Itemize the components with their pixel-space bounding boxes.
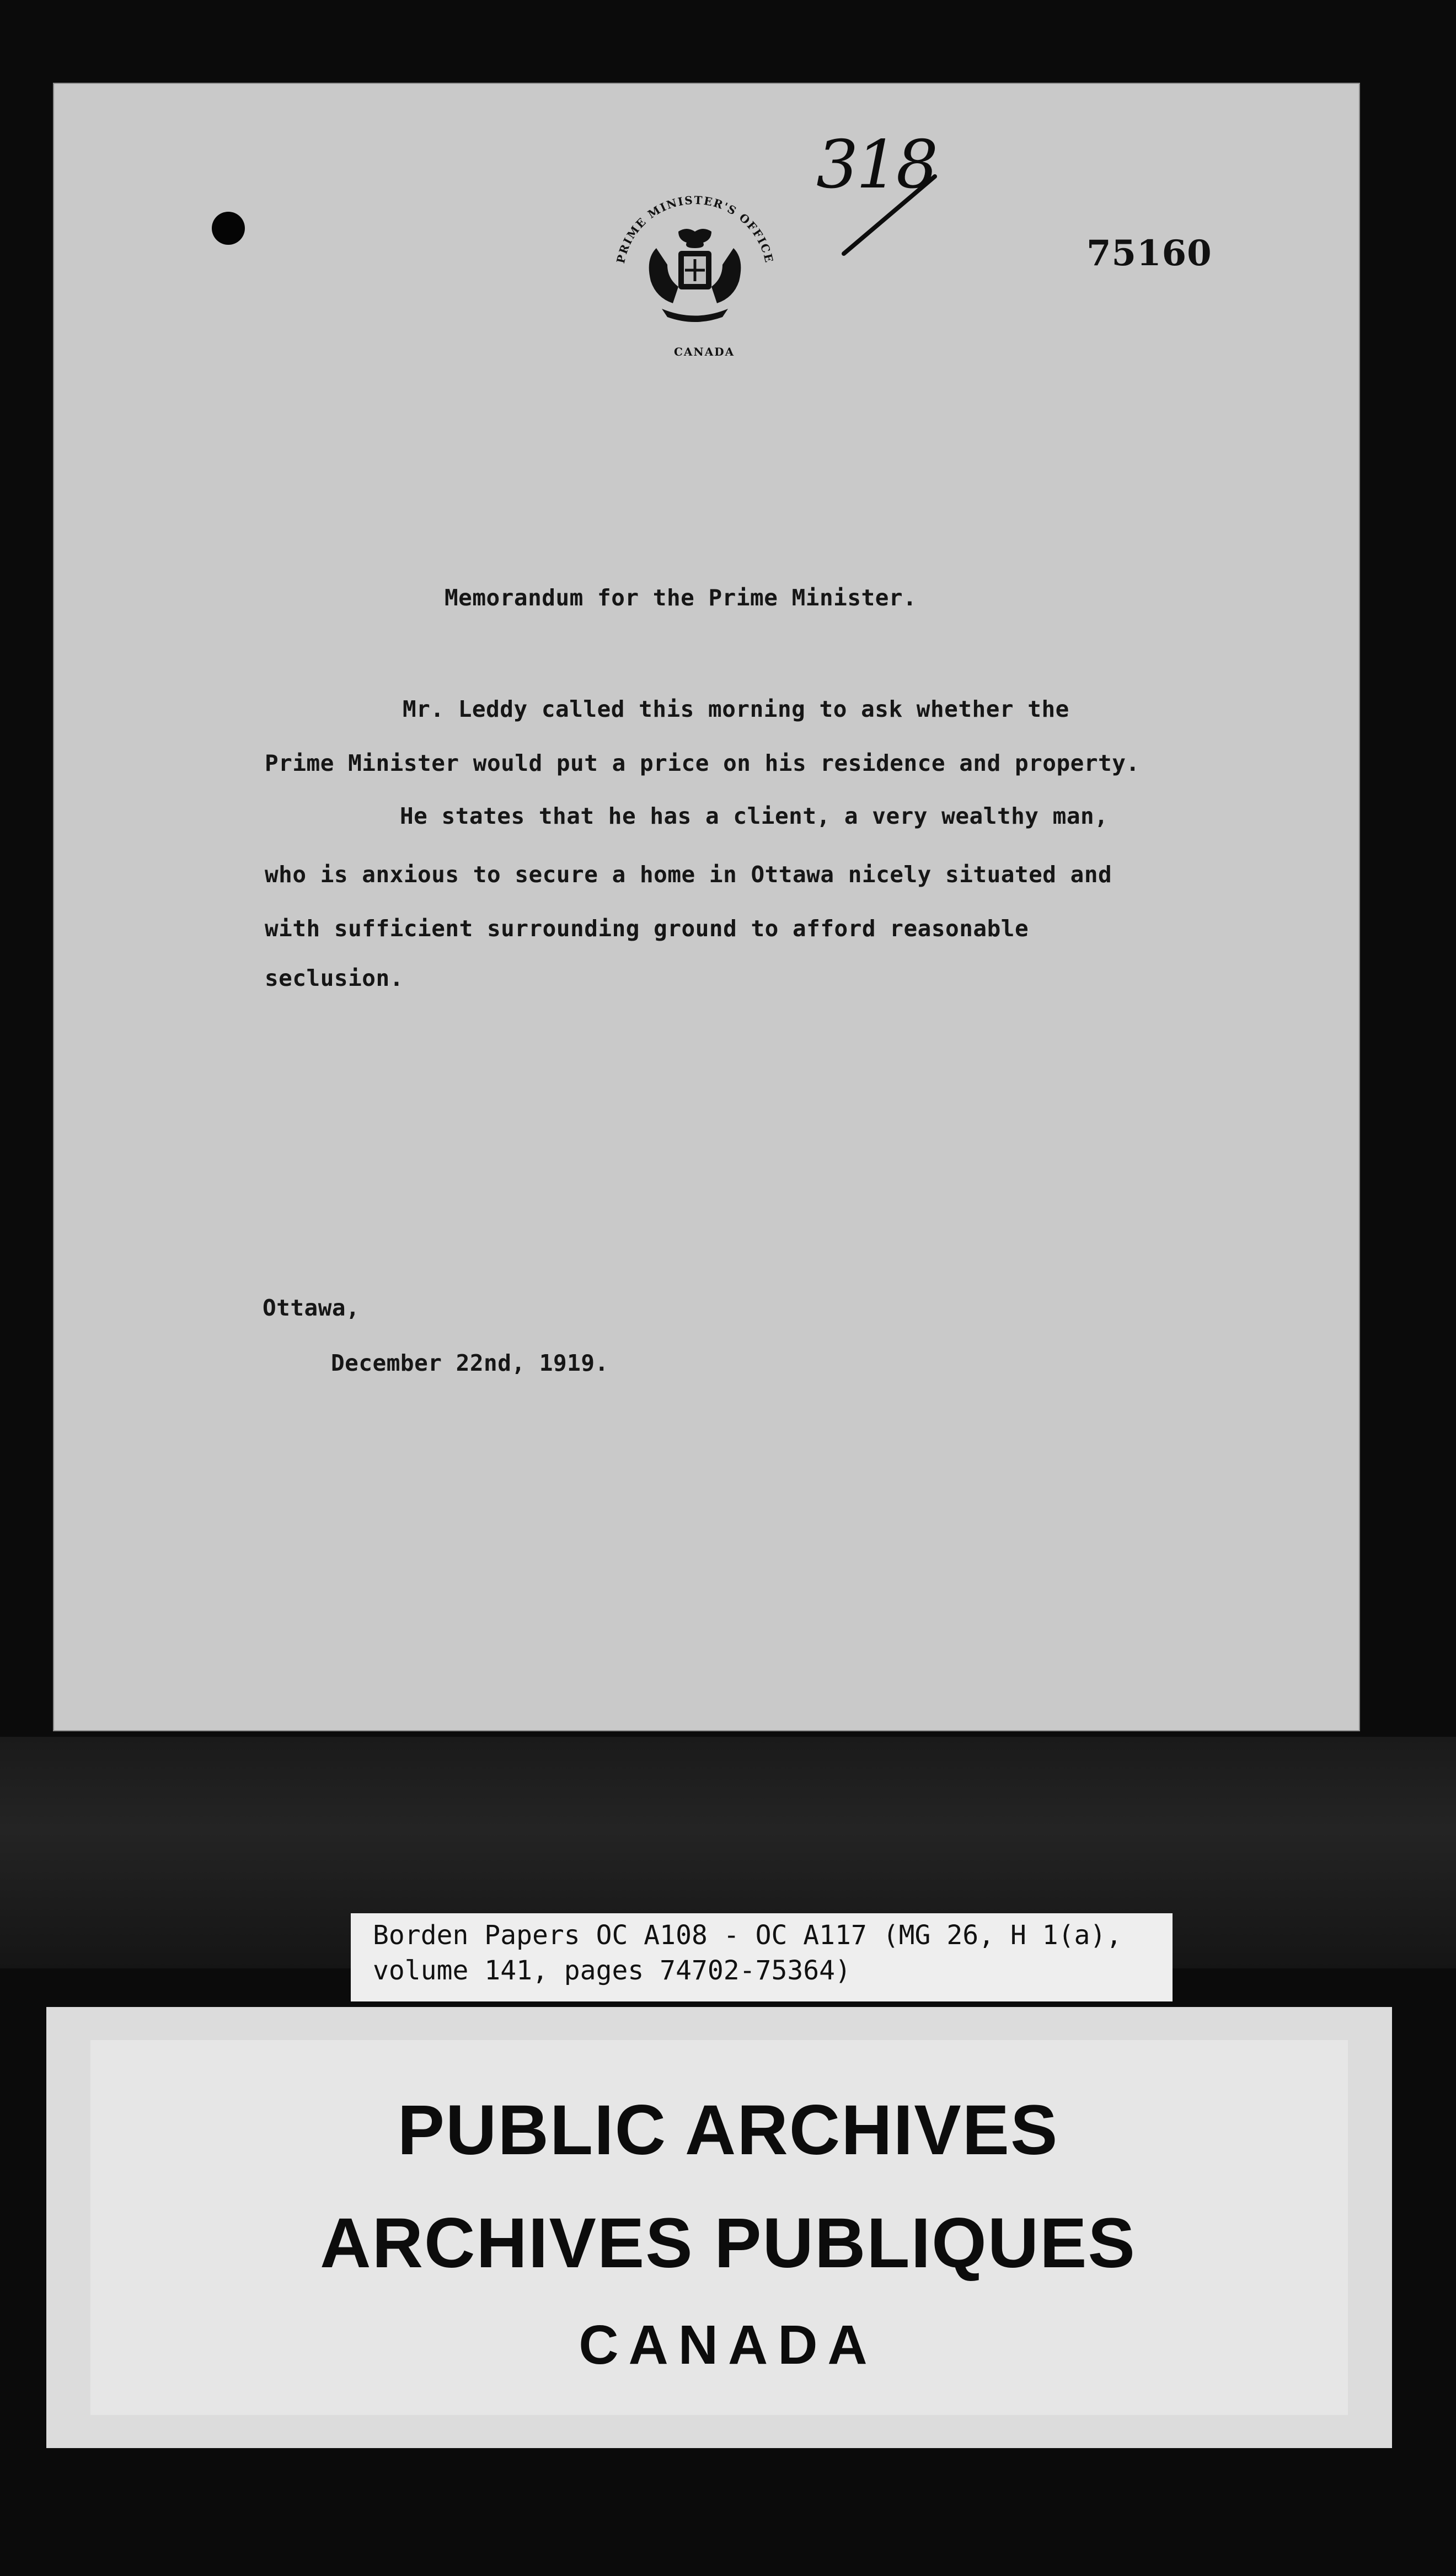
archive-reference-line: volume 141, pages 74702-75364)	[373, 1955, 851, 1986]
memo-heading: Memorandum for the Prime Minister.	[445, 584, 917, 611]
body-line: seclusion.	[265, 965, 404, 991]
punch-hole	[212, 212, 245, 245]
place-line: Ottawa,	[263, 1295, 360, 1321]
body-line: with sufficient surrounding ground to afford reasonable	[265, 915, 1029, 942]
body-line: who is anxious to secure a home in Ottawa nicely situated and	[265, 861, 1112, 888]
crest-country: CANADA	[674, 345, 735, 358]
body-line: He states that he has a client, a very wealthy man,	[400, 803, 1109, 829]
body-line: Prime Minister would put a price on his residence and property.	[265, 750, 1140, 776]
archive-reference-label	[351, 1913, 1173, 2001]
body-line: Mr. Leddy called this morning to ask whether the	[403, 696, 1069, 722]
handwritten-number: 318	[816, 127, 936, 203]
date-line: December 22nd, 1919.	[331, 1350, 609, 1376]
stamp-country: CANADA	[579, 2314, 877, 2376]
coat-of-arms-crest	[601, 182, 789, 369]
crest-arc-text: PRIME MINISTER'S OFFICE	[613, 193, 777, 265]
archive-reference-line: Borden Papers OC A108 - OC A117 (MG 26, H 1(a),	[373, 1920, 1122, 1951]
stamp-english: PUBLIC ARCHIVES	[397, 2091, 1059, 2170]
handwritten-slash	[833, 165, 943, 265]
document-number: 75160	[1086, 233, 1212, 274]
stamp-french: ARCHIVES PUBLIQUES	[320, 2204, 1136, 2283]
